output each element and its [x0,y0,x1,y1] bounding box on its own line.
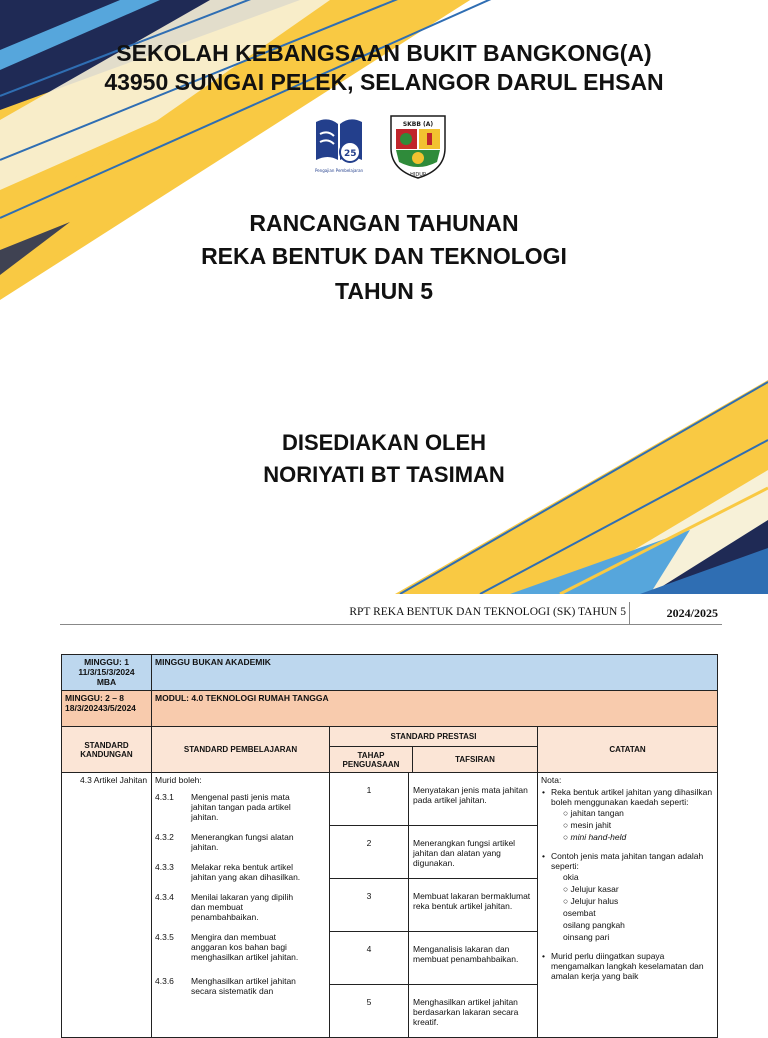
learning-objective [155,976,326,996]
learning-standards [152,773,330,1038]
objective-text: Mengira dan membuat anggaran kos bahan bagi menghasilkan artikel jahitan. [191,932,299,962]
header-standard-kandungan: STANDARD KANDUNGAN [62,727,152,773]
table-row-module [62,691,718,727]
content-standard: 4.3 Artikel Jahitan [62,773,152,1038]
objective-text: Melakar reka bentuk artikel jahitan yang akan dihasilkan. [191,862,301,882]
learning-objective [155,792,326,822]
module-title: MODUL: 4.0 TEKNOLOGI RUMAH TANGGA [152,691,718,727]
note-subitem: okia [563,872,579,882]
performance-description: Menghasilkan artikel jahitan berdasarkan lakaran secara kreatif. [413,997,519,1027]
note-subitem-text: Jelujur halus [570,896,619,906]
objective-code: 4.3.2 [155,832,174,842]
performance-description: Menganalisis lakaran dan membuat penambahbaikan. [413,944,519,964]
year-title: TAHUN 5 [335,278,433,304]
performance-row [330,773,537,826]
objective-code: 4.3.5 [155,932,174,942]
objective-text: Menilai lakaran yang dipilih dan membuat penambahbaikan. [191,892,294,922]
note-subitem-text: mini hand-held [570,832,627,842]
school-address: 43950 SUNGAI PELEK, SELANGOR DARUL EHSAN [104,69,664,95]
performance-standards [330,773,538,1038]
performance-level: 5 [330,985,409,1037]
performance-description: Membuat lakaran bermaklumat reka bentuk artikel jahitan. [413,891,531,911]
notes-label: Nota: [541,775,562,785]
week1-cell [62,655,152,691]
note-item [549,851,714,943]
week-code: MBA [96,677,117,687]
document-header [60,602,722,625]
note-subitem: ○ mini hand-held [563,832,627,842]
performance-row [330,879,537,932]
learning-objective [155,892,326,922]
note-text: Murid perlu diingatkan supaya mengamalkan langkah keselamatan dan amalan kerja yang baik [551,951,704,981]
note-item [549,951,714,981]
performance-level: 2 [330,826,409,878]
learning-objective [155,932,326,962]
yearly-plan-table [61,654,718,1038]
performance-row [330,985,537,1037]
notes-cell [538,773,718,1038]
note-subitem: ○ Jelujur kasar [563,884,619,894]
header-tafsiran: TAFSIRAN [413,747,538,773]
objective-text: Menghasilkan artikel jahitan secara sistematik dan [191,976,296,996]
note-text: Reka bentuk artikel jahitan yang dihasilkan boleh menggunakan kaedah seperti: [551,787,713,807]
learning-objective [155,832,326,852]
learning-intro: Murid boleh: [155,775,202,785]
note-sublist [551,871,714,943]
header-year: 2024/2025 [666,606,718,620]
objective-code: 4.3.4 [155,892,174,902]
module-week-dates: 18/3/20243/5/2024 [65,703,136,713]
performance-level: 4 [330,932,409,984]
school-name: SEKOLAH KEBANGSAAN BUKIT BANGKONG(A) [116,40,652,66]
performance-level: 3 [330,879,409,931]
plan-title: RANCANGAN TAHUNAN [249,210,519,236]
performance-row [330,932,537,985]
subject-title: REKA BENTUK DAN TEKNOLOGI [201,243,567,269]
header-tahap: TAHAP PENGUASAAN [330,747,413,773]
header-title: RPT REKA BENTUK DAN TEKNOLOGI (SK) TAHUN 5 [349,606,626,618]
rpt-table-page [0,594,768,1027]
header-row-1 [62,727,718,747]
objective-code: 4.3.6 [155,976,174,986]
prepared-by-label: DISEDIAKAN OLEH [281,430,487,455]
note-subitem-text: Jelujur kasar [570,884,619,894]
note-item [549,787,714,843]
svg-text:SKBB (A): SKBB (A) [402,121,434,128]
module-week-label: MINGGU: 2 – 8 [65,693,125,703]
performance-level: 1 [330,773,409,825]
header-standard-prestasi: STANDARD PRESTASI [330,727,538,747]
objective-text: Mengenal pasti jenis mata jahitan tangan pada artikel jahitan. [191,792,291,822]
table-row-week1 [62,655,718,691]
note-subitem: ○ mesin jahit [563,820,612,830]
school-crest-logo [387,112,449,180]
performance-description: Menerangkan fungsi artikel jahitan dan alatan yang digunakan. [413,838,516,868]
notes-list [541,787,714,981]
objective-text: Menerangkan fungsi alatan jahitan. [191,832,294,852]
author-name: NORIYATI BT TASIMAN [263,462,505,487]
svg-text:25: 25 [344,149,357,159]
objective-code: 4.3.3 [155,862,174,872]
note-subitem: ○ Jelujur halus [563,896,619,906]
learning-objective [155,862,326,882]
performance-description: Menyatakan jenis mata jahitan pada artikel jahitan. [413,785,528,805]
module-week-cell [62,691,152,727]
note-subitem: osembat [563,908,596,918]
header-catatan: CATATAN [538,727,718,773]
note-subitem: osilang pangkah [563,920,625,930]
week1-description: MINGGU BUKAN AKADEMIK [152,655,718,691]
note-subitem: oinsang pari [563,932,610,942]
content-row [62,773,718,1038]
note-text: Contoh jenis mata jahitan tangan adalah seperti: [551,851,704,871]
svg-text:Pengajian Pembelajaran: Pengajian Pembelajaran [314,168,364,173]
note-sublist [551,807,714,843]
week-label: MINGGU: 1 [84,657,129,667]
svg-text:HIDUP: HIDUP [410,172,426,178]
objective-code: 4.3.1 [155,792,174,802]
note-subitem-text: jahitan tangan [570,808,624,818]
note-subitem-text: mesin jahit [570,820,612,830]
ministry-logo [310,114,368,178]
note-subitem: ○ jahitan tangan [563,808,624,818]
performance-row [330,826,537,879]
week-dates: 11/3/15/3/2024 [78,667,135,677]
header-standard-pembelajaran: STANDARD PEMBELAJARAN [152,727,330,773]
header-divider [629,602,630,624]
